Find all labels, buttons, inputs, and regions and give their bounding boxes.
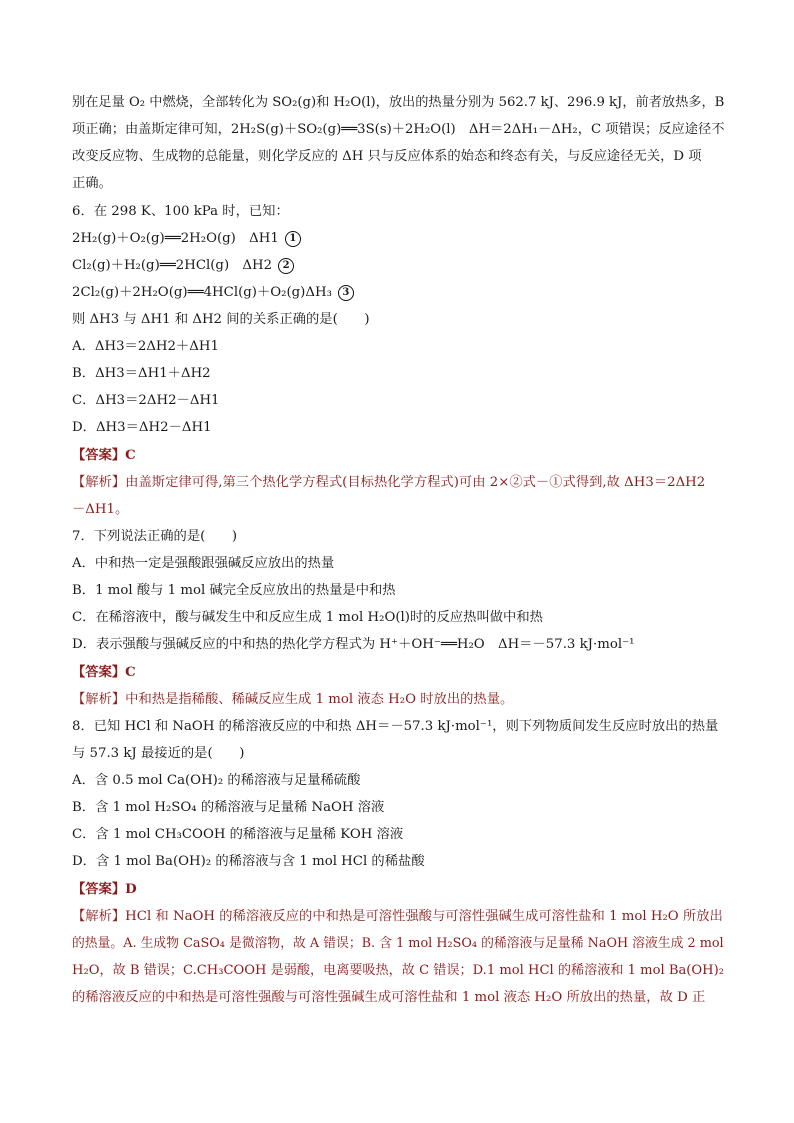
circled-number-icon: 1 bbox=[285, 231, 301, 247]
q8-analysis-line-4: 的稀溶液反应的中和热是可溶性强酸与可溶性强碱生成可溶性盐和 1 mol 液态 H₂O 所放出的热量，故 D 正 bbox=[72, 990, 706, 1005]
prev-analysis-line-1: 别在足量 O₂ 中燃烧，全部转化为 SO₂(g)和 H₂O(l)，放出的热量分别为 562.7 kJ、296.9 kJ，前者放热多，B bbox=[72, 95, 725, 110]
q8-answer: 【答案】D bbox=[72, 882, 137, 897]
q7-option-a: A．中和热一定是强酸跟强碱反应放出的热量 bbox=[72, 556, 335, 571]
q8-stem-line-2: 与 57.3 kJ 最接近的是( ) bbox=[72, 746, 245, 761]
q6-option-a: A．ΔH3＝2ΔH2＋ΔH1 bbox=[72, 339, 219, 354]
q8-stem-line-1: 8．已知 HCl 和 NaOH 的稀溶液反应的中和热 ΔH＝－57.3 kJ·mol⁻¹，则下列物质间发生反应时放出的热量 bbox=[72, 719, 719, 734]
q8-option-b: B．含 1 mol H₂SO₄ 的稀溶液与足量稀 NaOH 溶液 bbox=[72, 800, 385, 815]
q7-analysis: 【解析】中和热是指稀酸、稀碱反应生成 1 mol 液态 H₂O 时放出的热量。 bbox=[72, 692, 514, 707]
q7-answer: 【答案】C bbox=[72, 665, 136, 680]
q6-analysis-line-1: 【解析】由盖斯定律可得,第三个热化学方程式(目标热化学方程式)可由 2×②式－①式得到,故 ΔH3＝2ΔH2 bbox=[72, 475, 706, 490]
q6-stem: 6．在 298 K、100 kPa 时，已知： bbox=[72, 204, 289, 219]
q6-eq3-text: 2Cl₂(g)＋2H₂O(g)══4HCl(g)＋O₂(g)ΔH₃ bbox=[72, 285, 332, 300]
q6-eq1-text: 2H₂(g)＋O₂(g)══2H₂O(g) ΔH1 bbox=[72, 231, 279, 246]
q8-analysis-line-2: 的热量。A. 生成物 CaSO₄ 是微溶物，故 A 错误；B. 含 1 mol H₂SO₄ 的稀溶液与足量稀 NaOH 溶液生成 2 mol bbox=[72, 936, 724, 951]
q6-option-b: B．ΔH3＝ΔH1＋ΔH2 bbox=[72, 366, 211, 381]
q6-equation-1 bbox=[72, 230, 301, 248]
q8-analysis-line-3: H₂O，故 B 错误；C.CH₃COOH 是弱酸，电离要吸热，故 C 错误；D.1 mol HCl 的稀溶液和 1 mol Ba(OH)₂ bbox=[72, 963, 724, 978]
q8-option-c: C．含 1 mol CH₃COOH 的稀溶液与足量稀 KOH 溶液 bbox=[72, 827, 404, 842]
q7-option-c: C．在稀溶液中，酸与碱发生中和反应生成 1 mol H₂O(l)时的反应热叫做中和热 bbox=[72, 610, 543, 625]
circled-number-icon: 3 bbox=[338, 285, 354, 301]
q6-analysis-line-2: －ΔH1。 bbox=[72, 502, 129, 517]
q6-option-c: C．ΔH3＝2ΔH2－ΔH1 bbox=[72, 393, 220, 408]
q7-stem: 7．下列说法正确的是( ) bbox=[72, 529, 238, 544]
q6-eq2-text: Cl₂(g)＋H₂(g)══2HCl(g) ΔH2 bbox=[72, 258, 273, 273]
circled-number-icon: 2 bbox=[278, 258, 294, 274]
q8-analysis-line-1: 【解析】HCl 和 NaOH 的稀溶液反应的中和热是可溶性强酸与可溶性强碱生成可溶性盐和 1 mol H₂O 所放出 bbox=[72, 909, 723, 924]
q7-option-b: B．1 mol 酸与 1 mol 碱完全反应放出的热量是中和热 bbox=[72, 583, 396, 598]
q6-equation-3 bbox=[72, 284, 354, 302]
prev-analysis-line-2: 项正确；由盖斯定律可知，2H₂S(g)＋SO₂(g)══3S(s)＋2H₂O(l) ΔH＝2ΔH₁－ΔH₂，C 项错误；反应途径不 bbox=[72, 122, 725, 137]
q8-option-a: A．含 0.5 mol Ca(OH)₂ 的稀溶液与足量稀硫酸 bbox=[72, 773, 361, 788]
q6-option-d: D．ΔH3＝ΔH2－ΔH1 bbox=[72, 420, 212, 435]
q7-option-d: D．表示强酸与强碱反应的中和热的热化学方程式为 H⁺＋OH⁻══H₂O ΔH＝－57.3 kJ·mol⁻¹ bbox=[72, 637, 635, 652]
prev-analysis-line-3: 改变反应物、生成物的总能量，则化学反应的 ΔH 只与反应体系的始态和终态有关，与反应途径无关，D 项 bbox=[72, 149, 702, 164]
q6-equation-2 bbox=[72, 257, 294, 275]
q8-option-d: D．含 1 mol Ba(OH)₂ 的稀溶液与含 1 mol HCl 的稀盐酸 bbox=[72, 854, 425, 869]
prev-analysis-line-4: 正确。 bbox=[72, 176, 112, 191]
q6-answer: 【答案】C bbox=[72, 448, 136, 463]
q6-question: 则 ΔH3 与 ΔH1 和 ΔH2 间的关系正确的是( ) bbox=[72, 312, 370, 327]
